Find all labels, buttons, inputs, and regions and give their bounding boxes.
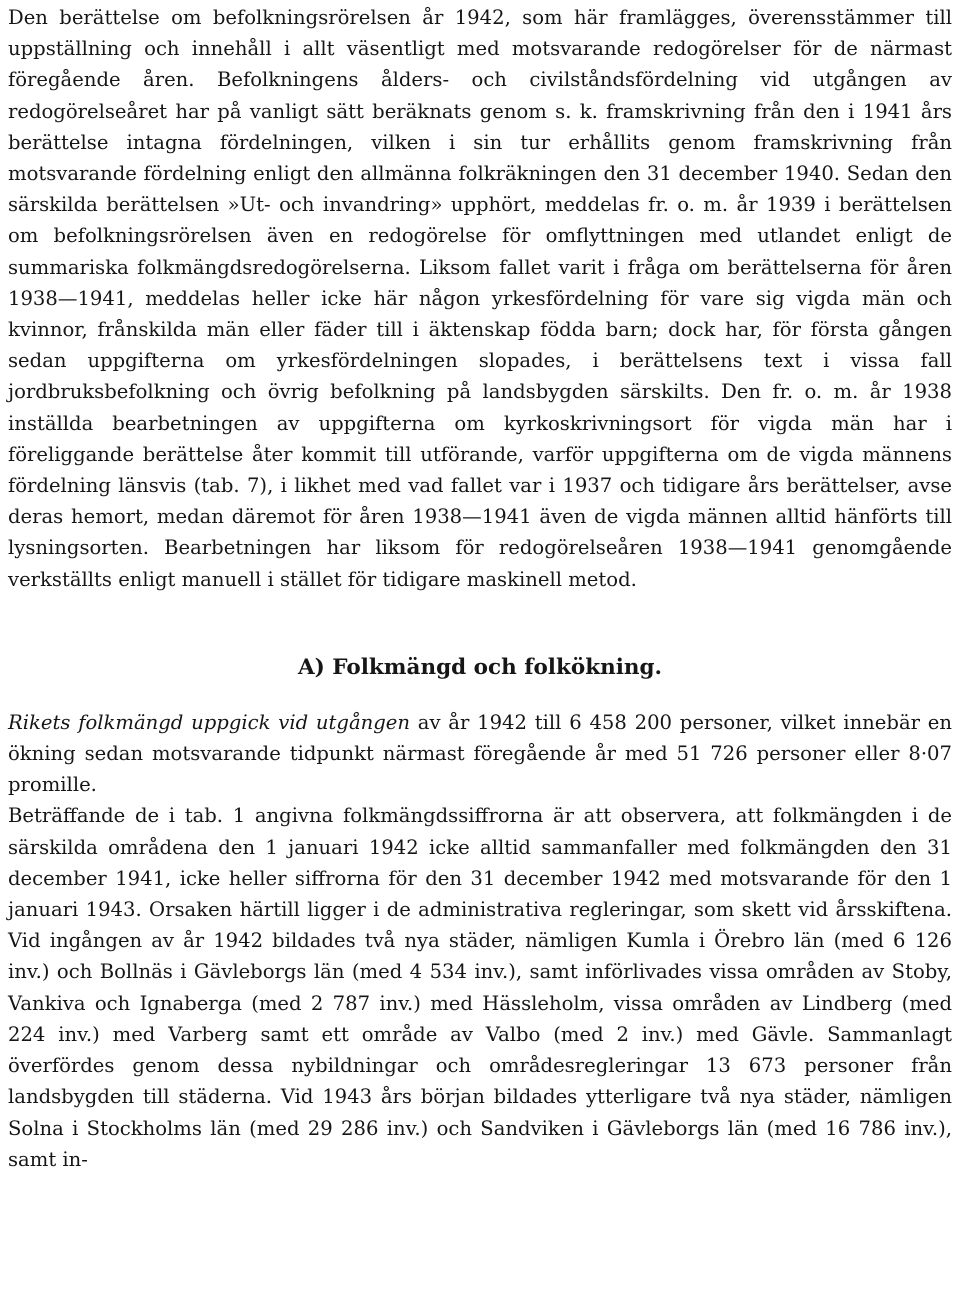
heading-spacer <box>8 683 952 707</box>
population-lead-text: Rikets folkmängd uppgick vid utgången <box>8 710 410 734</box>
population-rest-text: av år 1942 till 6 458 200 personer, vilket innebär en ökning sedan motsvarande tidpunkt närmast föregående år med 51 726 personer eller 8·07 promille. <box>8 710 952 797</box>
section-spacer <box>8 595 952 653</box>
intro-paragraph: Den berättelse om befolkningsrörelsen år 1942, som här framlägges, överensstämmer till uppställning och innehåll i allt väsentligt med motsvarande redogörelser för de närmast föregående åren. Befolkningens ålders- och civilståndsfördelning vid utgången av redogörelseåret har på vanligt sätt beräknats genom s. k. framskrivning från den i 1941 års berättelse intagna fördelningen, vilken i sin tur erhållits genom framskrivning från motsvarande fördelning enligt den allmänna folkräkningen den 31 december 1940. Sedan den särskilda berättelsen »Ut- och invandring» upphört, meddelas fr. o. m. år 1939 i berättelsen om befolkningsrörelsen även en redogörelse för omflyttningen med utlandet enligt de summariska folkmängdsredogörelserna. Liksom fallet varit i fråga om berättelserna för åren 1938—1941, meddelas heller icke här någon yrkesfördelning för vare sig vigda män och kvinnor, frånskilda män eller fäder till i äktenskap födda barn; dock har, för första gången sedan uppgifterna om yrkesfördelningen slopades, i berättelsens text i vissa fall jordbruksbefolkning och övrig befolkning på landsbygden särskilts. Den fr. o. m. år 1938 inställda bearbetningen av uppgifterna om kyrkoskrivningsort för vigda män har i föreliggande berättelse åter kommit till utförande, varför uppgifterna om de vigda männens fördelning länsvis (tab. 7), i likhet med vad fallet var i 1937 och tidigare års berättelser, avse deras hemort, medan däremot för åren 1938—1941 även de vigda männen alltid hänförts till lysningsorten. Bearbetningen har liksom för redogörelseåren 1938—1941 genomgående verkställts enligt manuell i stället för tidigare maskinell metod. <box>8 6 952 591</box>
population-paragraph <box>8 707 952 801</box>
section-heading: A) Folkmängd och folkökning. <box>297 654 663 680</box>
administrative-changes-paragraph: Beträffande de i tab. 1 angivna folkmängdssiffrorna är att observera, att folkmängden i de särskilda områdena den 1 januari 1942 icke alltid sammanfaller med folkmängden den 31 december 1941, icke heller siffrorna för den 31 december 1942 med motsvarande för den 1 januari 1943. Orsaken härtill ligger i de administrativa regleringar, som skett vid årsskiftena. Vid ingången av år 1942 bildades två nya städer, nämligen Kumla i Örebro län (med 6 126 inv.) och Bollnäs i Gävleborgs län (med 4 534 inv.), samt införlivades vissa områden av Stoby, Vankiva och Ignaberga (med 2 787 inv.) med Hässleholm, vissa områden av Lindberg (med 224 inv.) med Varberg samt ett område av Valbo (med 2 inv.) med Gävle. Sammanlagt överfördes genom dessa nybildningar och områdesregleringar 13 673 personer från landsbygden till städerna. Vid 1943 års början bildades ytterligare två nya städer, nämligen Solna i Stockholms län (med 29 286 inv.) och Sandviken i Gävleborgs län (med 16 786 inv.), samt in- <box>8 804 952 1171</box>
